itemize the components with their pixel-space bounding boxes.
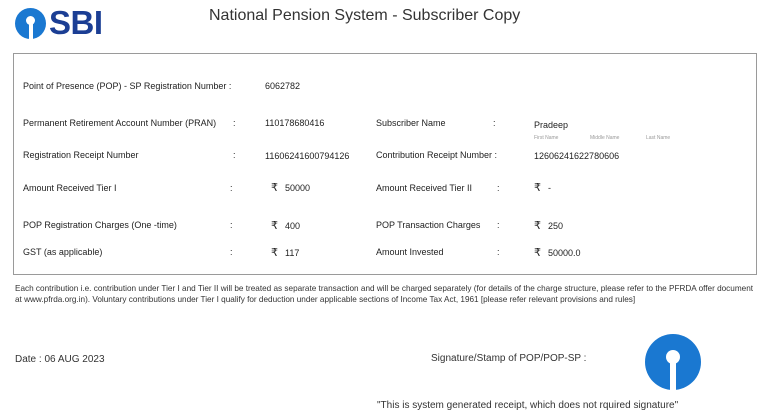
invested-value: 50000.0 xyxy=(548,248,581,258)
colon: : xyxy=(497,183,500,193)
gst-value: 117 xyxy=(285,248,300,258)
contrib-receipt-label: Contribution Receipt Number : xyxy=(376,150,498,160)
tier2-value: - xyxy=(548,183,551,193)
invested-label: Amount Invested xyxy=(376,247,444,257)
rupee-icon: ₹ xyxy=(534,220,541,232)
tier1-value: 50000 xyxy=(285,183,311,193)
middle-name-hint: Middle Name xyxy=(590,135,620,141)
txn-charges-value: 250 xyxy=(548,221,564,231)
colon: : xyxy=(230,183,233,193)
date-line xyxy=(15,354,105,365)
date-label: Date : xyxy=(15,354,42,365)
rupee-icon: ₹ xyxy=(271,247,278,259)
pop-reg-label: Point of Presence (POP) - SP Registration Number : xyxy=(23,81,232,91)
invested-amount xyxy=(534,246,581,259)
first-name-hint: First Name xyxy=(534,135,559,141)
colon: : xyxy=(493,118,496,128)
pop-charges-amount xyxy=(271,219,300,232)
rupee-icon: ₹ xyxy=(271,220,278,232)
reg-receipt-label: Registration Receipt Number xyxy=(23,150,139,160)
logo-text: SBI xyxy=(49,4,103,41)
pran-value: 110178680416 xyxy=(265,118,325,128)
page-title: National Pension System - Subscriber Copy xyxy=(209,7,521,24)
tier1-amount xyxy=(271,181,310,194)
gst-label: GST (as applicable) xyxy=(23,247,103,257)
txn-charges-amount xyxy=(534,219,563,232)
footer-note: "This is system generated receipt, which does not rquired signature" xyxy=(377,400,679,411)
subscriber-value: Pradeep xyxy=(534,120,569,130)
tier2-amount xyxy=(534,181,551,194)
date-value: 06 AUG 2023 xyxy=(44,354,105,365)
rupee-icon: ₹ xyxy=(271,182,278,194)
tier1-label: Amount Received Tier I xyxy=(23,183,117,193)
colon: : xyxy=(233,150,236,160)
disclaimer-note: Each contribution i.e. contribution under Tier I and Tier II will be treated as separate transaction and will be charged separately (for details of the charge structure, please refer to the PFRDA offer document at www.pfrda.org.in). Voluntary contributions under Tier I qualify for deduction under applicable sections of Income Tax Act, 1961 [please refer relevant provisions and rules] xyxy=(15,284,754,304)
reg-receipt-value: 11606241600794126 xyxy=(265,151,350,161)
contrib-receipt-value: 12606241622780606 xyxy=(534,151,620,161)
txn-charges-label: POP Transaction Charges xyxy=(376,220,481,230)
tier2-label: Amount Received Tier II xyxy=(376,183,473,193)
pop-charges-label: POP Registration Charges (One -time) xyxy=(23,220,177,230)
details-box xyxy=(13,53,757,275)
pran-label: Permanent Retirement Account Number (PRAN) xyxy=(23,118,217,128)
rupee-icon: ₹ xyxy=(534,247,541,259)
pop-reg-value: 6062782 xyxy=(265,81,301,91)
last-name-hint: Last Name xyxy=(646,135,671,141)
colon: : xyxy=(233,118,236,128)
subscriber-label: Subscriber Name xyxy=(376,118,446,128)
colon: : xyxy=(230,247,233,257)
sbi-logo xyxy=(15,6,103,40)
sbi-stamp-icon xyxy=(645,334,701,390)
colon: : xyxy=(497,220,500,230)
signature-label: Signature/Stamp of POP/POP-SP : xyxy=(431,353,587,364)
colon: : xyxy=(497,247,500,257)
sbi-logo-icon xyxy=(15,8,46,39)
pop-charges-value: 400 xyxy=(285,221,301,231)
colon: : xyxy=(230,220,233,230)
rupee-icon: ₹ xyxy=(534,182,541,194)
gst-amount xyxy=(271,246,299,259)
